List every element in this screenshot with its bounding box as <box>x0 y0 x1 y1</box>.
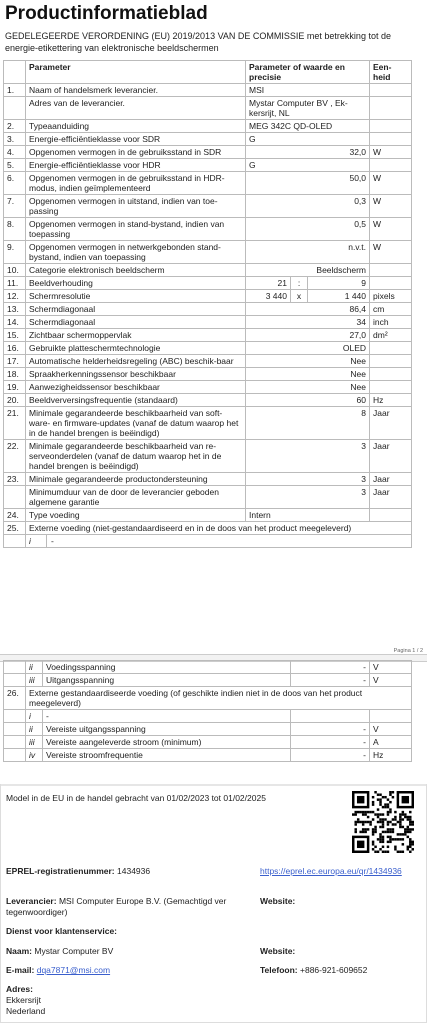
subrow-value <box>291 710 370 723</box>
row-label: Categorie elektronisch beeldscherm <box>26 264 246 277</box>
row-value: n.v.t. <box>246 241 370 264</box>
row-number: 26. <box>4 687 26 710</box>
row-label: Typeaanduiding <box>26 120 246 133</box>
row-value: 27,0 <box>246 329 370 342</box>
supplier: Leverancier: MSI Computer Europe B.V. (Gemachtigd ver tegenwoordiger) <box>6 896 227 917</box>
table-subrow <box>4 723 412 736</box>
subrow-index: i <box>26 710 43 723</box>
row-value-sep: : <box>291 277 308 290</box>
table-row <box>4 303 412 316</box>
row-unit <box>370 509 412 522</box>
row-value: 0,3 <box>246 195 370 218</box>
subrow-index: iv <box>26 749 43 762</box>
row-number: 11. <box>4 277 26 290</box>
table-row <box>4 290 412 303</box>
row-label: Schermresolutie <box>26 290 246 303</box>
subrow-label: Vereiste stroomfrequentie <box>43 749 291 762</box>
row-unit: Jaar <box>370 486 412 509</box>
row-unit: cm <box>370 303 412 316</box>
row-value: 3 <box>246 473 370 486</box>
subrow-value: - <box>291 723 370 736</box>
row-unit <box>370 368 412 381</box>
subrow-index: i <box>26 535 47 547</box>
table-row <box>4 486 412 509</box>
service-name: Naam: Mystar Computer BV <box>6 946 114 956</box>
row-label: Minimale gegarandeerde beschikbaarheid van re-serveonderdelen (vanaf de datum waarop het in de handel brengen is beëindigd) <box>26 440 246 473</box>
row-unit <box>370 133 412 146</box>
service-address: Adres: Ekkersrijt Nederland <box>6 984 46 1016</box>
row-value: Nee <box>246 355 370 368</box>
row-value: 34 <box>246 316 370 329</box>
row-value: 86,4 <box>246 303 370 316</box>
subrow-unit: V <box>370 661 412 674</box>
customer-service-heading: Dienst voor klantenservice: <box>6 926 118 936</box>
table-subrow <box>4 736 412 749</box>
table-row <box>4 84 412 97</box>
row-number: 2. <box>4 120 26 133</box>
row-number: 20. <box>4 394 26 407</box>
row-value: 8 <box>246 407 370 440</box>
row-unit: Jaar <box>370 440 412 473</box>
row-value: Nee <box>246 381 370 394</box>
page-title: Productinformatieblad <box>5 3 208 24</box>
row-label: Aanwezigheidssensor beschikbaar <box>26 381 246 394</box>
row-label: Minimale gegarandeerde beschikbaarheid van soft-ware- en firmware-updates (vanaf de datum waarop het in de handel brengen is beëindigd) <box>26 407 246 440</box>
row-value: MEG 342C QD-OLED <box>246 120 370 133</box>
row-value-a: 3 440 <box>246 290 291 303</box>
eprel-registration: EPREL-registratienummer: 1434936 <box>6 866 151 876</box>
table-row <box>4 407 412 440</box>
row-value: G <box>246 133 370 146</box>
row-unit <box>370 355 412 368</box>
row-value-sep: x <box>291 290 308 303</box>
subrow-unit: V <box>370 674 412 687</box>
row-label: Minimumduur van de door de leverancier geboden algemene garantie <box>26 486 246 509</box>
row-value-a: 21 <box>246 277 291 290</box>
row-label: Opgenomen vermogen in de gebruiksstand in SDR <box>26 146 246 159</box>
row-label: Energie-efficiëntieklasse voor HDR <box>26 159 246 172</box>
row-label: Type voeding <box>26 509 246 522</box>
regulation-intro: GEDELEGEERDE VERORDENING (EU) 2019/2013 VAN DE COMMISSIE met betrekking tot de energie-etikettering van elektronische beeldschermen <box>5 31 391 53</box>
row-value: Intern <box>246 509 370 522</box>
row-unit <box>370 381 412 394</box>
subrow-unit: V <box>370 723 412 736</box>
row-label: Energie-efficiëntieklasse voor SDR <box>26 133 246 146</box>
subrow-label: - <box>43 710 291 723</box>
row-label: Opgenomen vermogen in uitstand, indien van toe-passing <box>26 195 246 218</box>
row-unit <box>370 342 412 355</box>
subrow-index: iii <box>26 736 43 749</box>
row-number: 24. <box>4 509 26 522</box>
row-number: 12. <box>4 290 26 303</box>
table-header-row <box>4 61 412 84</box>
model-period: Model in de EU in de handel gebracht van 01/02/2023 tot 01/02/2025 <box>6 793 266 803</box>
row-value: G <box>246 159 370 172</box>
row-unit <box>370 84 412 97</box>
row-value: 50,0 <box>246 172 370 195</box>
row-value-b: 9 <box>308 277 370 290</box>
table-subrow <box>4 535 412 548</box>
row-number: 1. <box>4 84 26 97</box>
table-row <box>4 440 412 473</box>
row-number: 3. <box>4 133 26 146</box>
table-row <box>4 241 412 264</box>
row-label: Externe gestandaardiseerde voeding (of geschikte indien niet in de doos van het product meegeleverd) <box>26 687 412 710</box>
row-label: Automatische helderheidsregeling (ABC) beschik-baar <box>26 355 246 368</box>
row-value: 32,0 <box>246 146 370 159</box>
row-unit: dm² <box>370 329 412 342</box>
row-value: 60 <box>246 394 370 407</box>
row-number <box>4 486 26 509</box>
row-label: Beeldverversingsfrequentie (standaard) <box>26 394 246 407</box>
row-value: Beeldscherm <box>246 264 370 277</box>
row-number: 5. <box>4 159 26 172</box>
row-number: 17. <box>4 355 26 368</box>
table-row <box>4 394 412 407</box>
row-number: 19. <box>4 381 26 394</box>
row-number: 21. <box>4 407 26 440</box>
row-value: Mystar Computer BV , Ek-kersrijt, NL <box>246 97 370 120</box>
row-unit: inch <box>370 316 412 329</box>
row-label: Externe voeding (niet-gestandaardiseerd en in de doos van het product meegeleverd) <box>26 522 412 535</box>
table-subrow <box>4 710 412 723</box>
row-number: 15. <box>4 329 26 342</box>
row-number: 18. <box>4 368 26 381</box>
subrow-index: iii <box>26 674 43 687</box>
row-value: 3 <box>246 486 370 509</box>
table-row <box>4 120 412 133</box>
table-row <box>4 172 412 195</box>
row-number: 8. <box>4 218 26 241</box>
row-value: Nee <box>246 368 370 381</box>
row-number: 10. <box>4 264 26 277</box>
table-row <box>4 218 412 241</box>
subrow-unit <box>370 710 412 723</box>
row-number: 7. <box>4 195 26 218</box>
service-email: E-mail: dqa7871@msi.com <box>6 965 111 975</box>
row-unit: W <box>370 218 412 241</box>
row-number: 22. <box>4 440 26 473</box>
subrow-label: Voedingsspanning <box>43 661 291 674</box>
subrow-value: - <box>291 736 370 749</box>
row-label: Spraakherkenningssensor beschikbaar <box>26 368 246 381</box>
row-value-b: 1 440 <box>308 290 370 303</box>
supplier-website-label: Website: <box>260 896 296 906</box>
row-number: 25. <box>4 522 26 535</box>
table-row <box>4 381 412 394</box>
table-subrow <box>4 749 412 762</box>
table-row <box>4 133 412 146</box>
row-label: Opgenomen vermogen in stand-bystand, indien van toepassing <box>26 218 246 241</box>
table-row <box>4 368 412 381</box>
row-number: 6. <box>4 172 26 195</box>
subrow-label: Vereiste uitgangsspanning <box>43 723 291 736</box>
row-unit: W <box>370 172 412 195</box>
row-unit: W <box>370 241 412 264</box>
table-row-25 <box>4 522 412 535</box>
row-unit <box>370 277 412 290</box>
row-number: 16. <box>4 342 26 355</box>
subrow-value: - <box>291 661 370 674</box>
row-number: 4. <box>4 146 26 159</box>
row-number: 14. <box>4 316 26 329</box>
table-row <box>4 146 412 159</box>
subrow-unit: Hz <box>370 749 412 762</box>
subrow-index: ii <box>26 661 43 674</box>
table-row <box>4 159 412 172</box>
row-value: 3 <box>246 440 370 473</box>
row-number: 9. <box>4 241 26 264</box>
row-number: 23. <box>4 473 26 486</box>
header-unit: Een-heid <box>370 61 412 84</box>
subrow-value: - <box>51 536 54 546</box>
row-unit <box>370 120 412 133</box>
row-unit: Hz <box>370 394 412 407</box>
table-subrow <box>4 661 412 674</box>
row-label: Schermdiagonaal <box>26 316 246 329</box>
service-phone: Telefoon: +886-921-609652 <box>260 965 368 975</box>
row-unit: W <box>370 195 412 218</box>
supplier-value: MSI Computer Europe B.V. (Gemachtigd ver tegenwoordiger) <box>6 896 227 917</box>
eprel-link[interactable]: https://eprel.ec.europa.eu/qr/1434936 <box>260 866 402 876</box>
table-row <box>4 264 412 277</box>
row-label: Naam of handelsmerk leverancier. <box>26 84 246 97</box>
table-row <box>4 97 412 120</box>
row-unit: Jaar <box>370 407 412 440</box>
row-unit: Jaar <box>370 473 412 486</box>
row-label: Gebruikte platteschermtechnologie <box>26 342 246 355</box>
subrow-unit: A <box>370 736 412 749</box>
row-label: Opgenomen vermogen in de gebruiksstand in HDR-modus, indien geïmplementeerd <box>26 172 246 195</box>
subrow-label: Vereiste aangeleverde stroom (minimum) <box>43 736 291 749</box>
row-unit <box>370 264 412 277</box>
row-unit: pixels <box>370 290 412 303</box>
row-label: Beeldverhouding <box>26 277 246 290</box>
row-value: 0,5 <box>246 218 370 241</box>
row-number: 13. <box>4 303 26 316</box>
parameter-table <box>3 60 412 548</box>
row-label: Adres van de leverancier. <box>26 97 246 120</box>
header-value: Parameter of waarde en precisie <box>246 61 370 84</box>
row-unit <box>370 159 412 172</box>
table-row <box>4 316 412 329</box>
row-unit: W <box>370 146 412 159</box>
row-value: MSI <box>246 84 370 97</box>
email-link[interactable]: dqa7871@msi.com <box>36 965 111 975</box>
table-row <box>4 473 412 486</box>
row-label: Minimale gegarandeerde productondersteuning <box>26 473 246 486</box>
subrow-index: ii <box>26 723 43 736</box>
row-label: Opgenomen vermogen in netwerkgebonden stand-bystand, indien van toepassing <box>26 241 246 264</box>
table-row-26 <box>4 687 412 710</box>
table-row <box>4 355 412 368</box>
table-row <box>4 277 412 290</box>
subrow-label: Uitgangsspanning <box>43 674 291 687</box>
row-label: Schermdiagonaal <box>26 303 246 316</box>
qr-code-icon <box>352 791 414 853</box>
table-subrow <box>4 674 412 687</box>
row-label: Zichtbaar schermoppervlak <box>26 329 246 342</box>
subrow-value: - <box>291 674 370 687</box>
table-row <box>4 195 412 218</box>
row-unit <box>370 97 412 120</box>
eprel-number: 1434936 <box>117 866 151 876</box>
table-row <box>4 329 412 342</box>
row-number <box>4 97 26 120</box>
row-value: OLED <box>246 342 370 355</box>
table-row <box>4 342 412 355</box>
page-number: Pagina 1 / 2 <box>393 648 423 654</box>
parameter-table-continued <box>3 660 412 762</box>
header-parameter: Parameter <box>26 61 246 84</box>
service-website-label: Website: <box>260 946 296 956</box>
subrow-value: - <box>291 749 370 762</box>
table-row <box>4 509 412 522</box>
